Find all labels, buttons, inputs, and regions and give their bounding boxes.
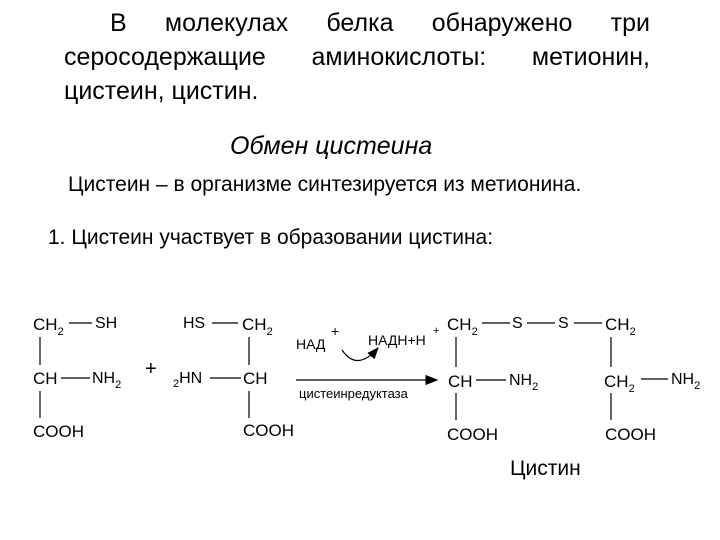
intro-line-3: цистеин, цистин. — [64, 77, 259, 105]
m1-ch-label: CH — [33, 369, 58, 388]
cofactor-curved-arrow — [342, 348, 378, 361]
m2-cooh-label: COOH — [243, 421, 294, 440]
nadh-superscript: + — [433, 325, 440, 337]
enzyme-label: цистеинредуктаза — [299, 386, 408, 401]
m1-cooh-label: COOH — [33, 422, 84, 441]
cysteine-synthesis-sentence: Цистеин – в организме синтезируется из метионина. — [68, 173, 582, 196]
product-name-label: Цистин — [510, 457, 581, 480]
p-s1-label: S — [512, 315, 523, 332]
p-nh2-right-label: $NH_2$ — [671, 371, 701, 392]
cysteine-molecule-1 — [33, 315, 121, 441]
intro-line-2: серосодержащие аминокислоты: метионин, — [64, 43, 650, 71]
p-nh2-left-label: $NH_2$ — [509, 372, 539, 393]
nadh-label: НАДН+Н — [368, 332, 426, 348]
m1-ch2-label: $CH_2$ — [33, 315, 64, 338]
m2-hn2-label: $_2$HN — [173, 370, 203, 390]
p-ch2-left-label: $CH_2$ — [447, 315, 478, 338]
p-ch-left-label: CH — [448, 372, 473, 391]
reaction-scheme — [0, 290, 720, 460]
nad-superscript: + — [331, 323, 340, 339]
m2-hs-label: HS — [183, 315, 206, 332]
m2-ch2-label: $CH_2$ — [242, 315, 273, 338]
m1-sh-label: SH — [95, 315, 118, 332]
plus-sign: + — [145, 358, 157, 380]
m1-nh2-label: $NH_2$ — [92, 370, 122, 391]
cystine-molecule — [447, 315, 700, 444]
intro-paragraph — [64, 6, 650, 108]
p-ch2-right-lower-label: $CH_2$ — [604, 372, 635, 395]
section-heading: Обмен цистеина — [230, 132, 433, 160]
m2-ch-label: CH — [243, 369, 268, 388]
reaction-arrow-group — [296, 323, 439, 401]
cystine-formation-sentence: 1. Цистеин участвует в образовании цистина: — [48, 226, 494, 249]
nad-label: НАД — [296, 336, 326, 352]
p-cooh-right-label: COOH — [605, 425, 656, 444]
cysteine-molecule-2 — [173, 315, 294, 440]
intro-line-1: В молекулах белка обнаружено три — [110, 9, 650, 37]
p-ch2-right-label: $CH_2$ — [605, 315, 636, 338]
p-cooh-left-label: COOH — [447, 425, 498, 444]
p-s2-label: S — [558, 315, 569, 332]
